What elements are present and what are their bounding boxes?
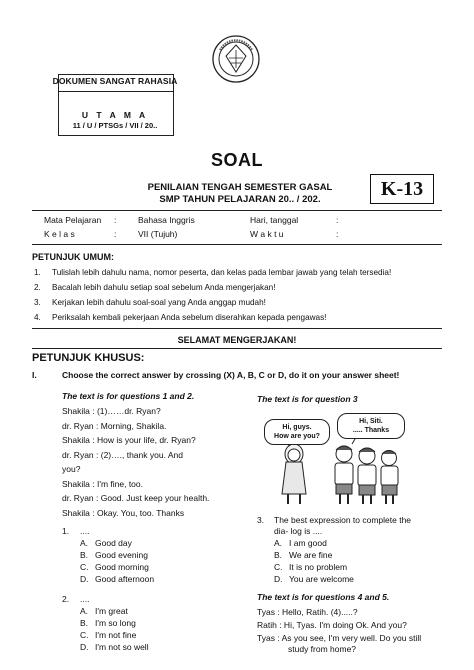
q1-option-d-letter[interactable]: D. (80, 574, 89, 584)
dialog2-line-2: Ratih : Hi, Tyas. I'm doing Ok. And you? (257, 620, 407, 630)
intro-q4-5: The text is for questions 4 and 5. (257, 592, 390, 602)
q2-option-c-letter[interactable]: C. (80, 630, 89, 640)
divider-info (32, 244, 442, 245)
boy-figure-1 (335, 446, 353, 504)
q1-option-d[interactable]: Good afternoon (95, 574, 155, 584)
section-number: I. (32, 370, 37, 380)
q2-option-d-letter[interactable]: D. (80, 642, 89, 652)
page-title: SOAL (210, 150, 263, 170)
q3-option-a[interactable]: I am good (289, 538, 327, 548)
subject-sep: : (114, 215, 117, 225)
exam-code: 11 / U / PTSGs / VII / 20.. (72, 121, 158, 130)
dialog-line: Shakila : Okay. You, too. Thanks (62, 507, 185, 518)
utama-label: U T A M A (81, 110, 149, 120)
dialog-line: dr. Ryan : Morning, Shakila. (62, 420, 167, 431)
q2-option-a-letter[interactable]: A. (80, 606, 89, 616)
q1-option-a-letter[interactable]: A. (80, 538, 89, 548)
q2-option-a[interactable]: I'm great (95, 606, 128, 616)
intro-q3: The text is for question 3 (257, 394, 358, 404)
dialog-line: Shakila : (1)……dr. Ryan? (62, 406, 161, 416)
speech-bubble-1 (264, 419, 330, 445)
dialog-line: Shakila : How is your life, dr. Ryan? (62, 435, 196, 445)
class-sep: : (114, 229, 117, 239)
exam-title-line2: SMP TAHUN PELAJARAN 20.. / 202. (159, 194, 321, 205)
umum-num-3: 3. (34, 298, 41, 307)
section-instruction: Choose the correct answer by crossing (X) A, B, C or D, do it on your answer sheet! (62, 370, 400, 380)
speech-bubble-2 (337, 413, 405, 439)
umum-num-4: 4. (34, 313, 41, 322)
q3-option-b-letter[interactable]: B. (274, 550, 283, 560)
q1-option-b-letter[interactable]: B. (80, 550, 89, 560)
boy-figure-2 (358, 448, 376, 504)
q1-option-b[interactable]: Good evening (95, 550, 148, 560)
confidential-label: DOKUMEN SANGAT RAHASIA (52, 76, 178, 86)
q3-number: 3. (257, 515, 265, 525)
divider-umum (32, 328, 442, 329)
school-emblem-logo (211, 34, 261, 84)
umum-text-2: Bacalah lebih dahulu setiap soal sebelum Anda mengerjakan! (52, 283, 276, 292)
umum-num-2: 2. (34, 283, 41, 292)
q2-option-d[interactable]: I'm not so well (95, 642, 149, 652)
curriculum-badge: K-13 (370, 174, 434, 204)
class-label: K e l a s (44, 229, 75, 239)
day-sep: : (336, 215, 339, 225)
q1-option-a[interactable]: Good day (95, 538, 132, 548)
umum-text-1: Tulislah lebih dahulu nama, nomor peserta, dan kelas pada lembar jawab yang telah tersedia! (52, 268, 392, 277)
q3-option-d[interactable]: You are welcome (289, 574, 354, 584)
dialog2-line-4: study from home? (288, 644, 357, 654)
dialog-line: Shakila : I'm fine, too. (62, 478, 143, 489)
divider-top (32, 210, 442, 211)
selamat-banner: SELAMAT MENGERJAKAN! (177, 335, 297, 345)
umum-text-4: Periksalah kembali pekerjaan Anda sebelum diserahkan kepada pengawas! (52, 313, 327, 322)
dialog-line: dr. Ryan : Good. Just keep your health. (62, 493, 210, 503)
q2-option-b-letter[interactable]: B. (80, 618, 89, 628)
q1-blank: .... (80, 526, 90, 536)
divider-selamat (32, 348, 442, 349)
q1-number: 1. (62, 526, 70, 536)
dialog2-line-1: Tyas : Hello, Ratih. (4).....? (257, 607, 358, 617)
exam-title-line1: PENILAIAN TENGAH SEMESTER GASAL (147, 182, 333, 193)
boy-figure-3 (381, 451, 398, 505)
q3-option-b[interactable]: We are fine (289, 550, 333, 560)
q2-blank: .... (80, 594, 90, 604)
q3-option-a-letter[interactable]: A. (274, 538, 283, 548)
class-value: VII (Tujuh) (138, 229, 178, 239)
bubble-1-text: Hi, guys. How are you? (274, 424, 320, 440)
q2-option-b[interactable]: I'm so long (95, 618, 136, 628)
time-sep: : (336, 229, 339, 239)
dialog-line: you? (62, 464, 81, 474)
time-label: W a k t u (250, 229, 284, 239)
petunjuk-umum-heading: PETUNJUK UMUM: (32, 252, 114, 262)
q2-option-c[interactable]: I'm not fine (95, 630, 137, 640)
girl-figure (282, 444, 306, 504)
q3-option-c[interactable]: It is no problem (289, 562, 348, 572)
dialog-line: dr. Ryan : (2)…., thank you. And (62, 449, 183, 460)
q1-option-c[interactable]: Good morning (95, 562, 149, 572)
umum-num-1: 1. (34, 268, 41, 277)
subject-label: Mata Pelajaran (44, 215, 102, 225)
petunjuk-khusus-heading: PETUNJUK KHUSUS: (32, 352, 145, 364)
q3-option-d-letter[interactable]: D. (274, 574, 283, 584)
intro-q1-2: The text is for questions 1 and 2. (62, 391, 195, 401)
umum-text-3: Kerjakan lebih dahulu soal-soal yang Anda anggap mudah! (52, 298, 266, 307)
q2-number: 2. (62, 594, 70, 604)
subject-value: Bahasa Inggris (138, 215, 195, 225)
q1-option-c-letter[interactable]: C. (80, 562, 89, 572)
dialog-1 (62, 404, 242, 520)
bubble-2-text: Hi, Siti. ..... Thanks (352, 418, 390, 434)
q3-option-c-letter[interactable]: C. (274, 562, 283, 572)
day-label: Hari, tanggal (250, 215, 299, 225)
q3-text: The best expression to complete the dia- log is .... (274, 515, 412, 536)
dialog2-line-3: Tyas : As you see, I'm very well. Do you still (257, 633, 422, 643)
